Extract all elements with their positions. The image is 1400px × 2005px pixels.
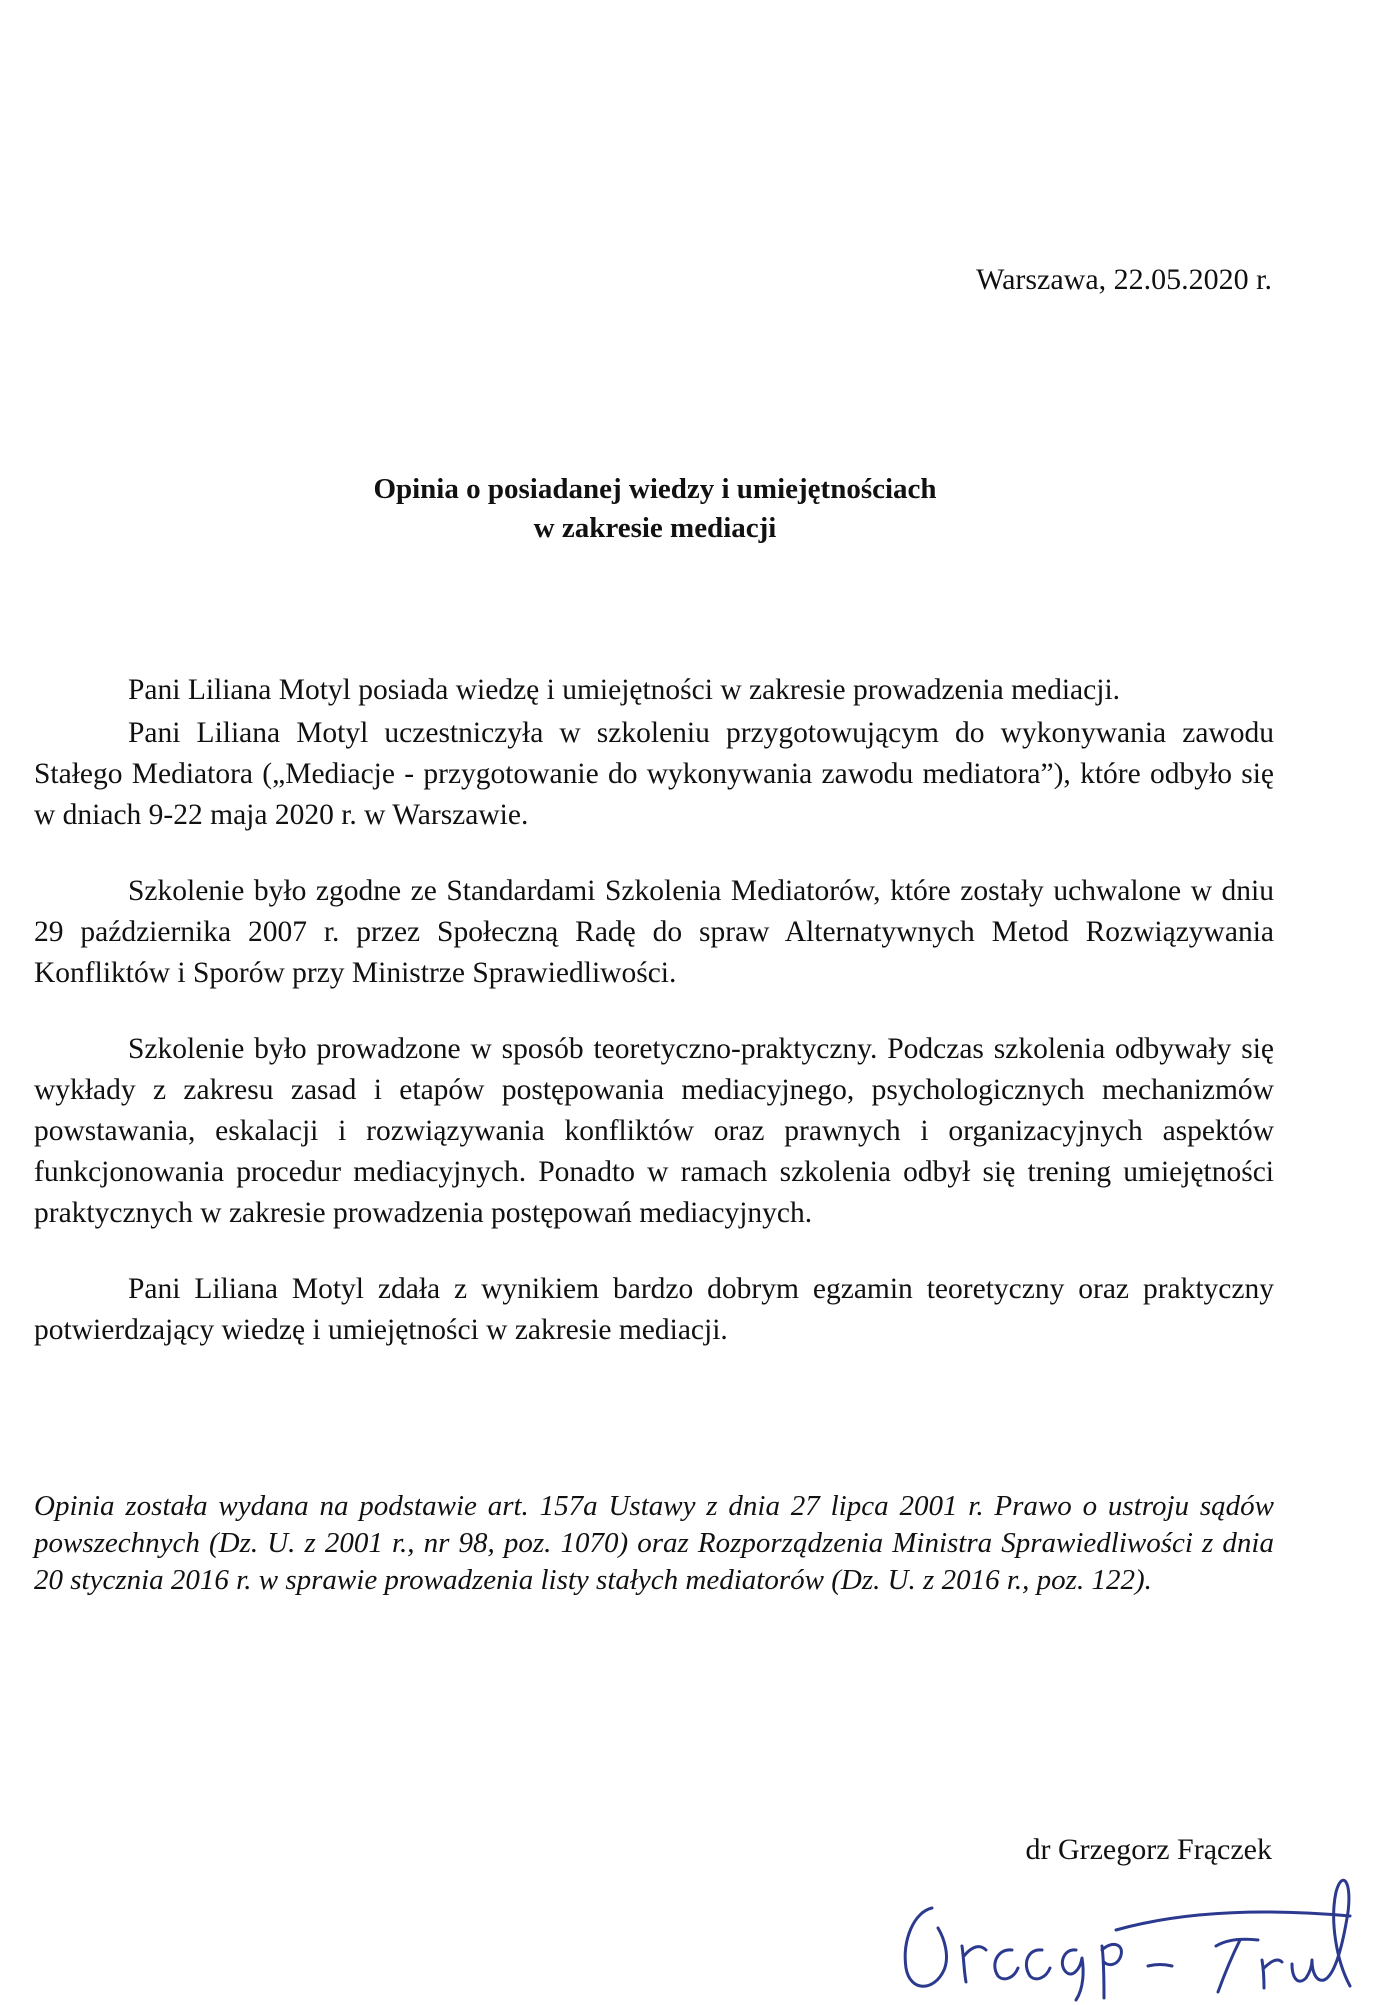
date-line: Warszawa, 22.05.2020 r. [976, 263, 1272, 296]
title-line-2: w zakresie mediacji [533, 512, 777, 544]
paragraph-1: Pani Liliana Motyl posiada wiedzę i umiejętności w zakresie prowadzenia mediacji. [128, 674, 1121, 706]
signer-name: dr Grzegorz Frączek [1025, 1833, 1272, 1866]
paragraph-5: Pani Liliana Motyl zdała z wynikiem bardzo dobrym egzamin teoretyczny oraz praktyczny potwierdzający wiedzę i umiejętności w zakresie mediacji. [34, 1273, 1274, 1346]
paragraph-2: Pani Liliana Motyl uczestniczyła w szkoleniu przygotowującym do wykonywania zawodu Stałego Mediatora („Mediacje - przygotowanie do wykonywania zawodu mediatora”), które odbyło się w dniach 9-22 maja 2020 r. w Warszawie. [34, 717, 1274, 831]
paragraph-3: Szkolenie było zgodne ze Standardami Szkolenia Mediatorów, które zostały uchwalone w dniu 29 października 2007 r. przez Społeczną Radę do spraw Alternatywnych Metod Rozwiązywania Konfliktów i Sporów przy Ministrze Sprawiedliwości. [34, 875, 1274, 989]
legal-basis-note: Opinia została wydana na podstawie art. 157a Ustawy z dnia 27 lipca 2001 r. Prawo o ustroju sądów powszechnych (Dz. U. z 2001 r., nr 98, poz. 1070) oraz Rozporządzenia Ministra Sprawiedliwości z dnia 20 stycznia 2016 r. w sprawie prowadzenia listy stałych mediatorów (Dz. U. z 2016 r., poz. 122). [34, 1490, 1274, 1596]
document-body [34, 670, 1274, 1351]
title-line-1: Opinia o posiadanej wiedzy i umiejętnościach [373, 473, 937, 505]
document-title [0, 470, 1310, 548]
paragraph-4: Szkolenie było prowadzone w sposób teoretyczno-praktyczny. Podczas szkolenia odbywały się wykłady z zakresu zasad i etapów postępowania mediacyjnego, psychologicznych mechanizmów powstawania, eskalacji i rozwiązywania konfliktów oraz prawnych i organizacyjnych aspektów funkcjonowania procedur mediacyjnych. Ponadto w ramach szkolenia odbył się trening umiejętności praktycznych w zakresie prowadzenia postępowań mediacyjnych. [34, 1033, 1274, 1229]
